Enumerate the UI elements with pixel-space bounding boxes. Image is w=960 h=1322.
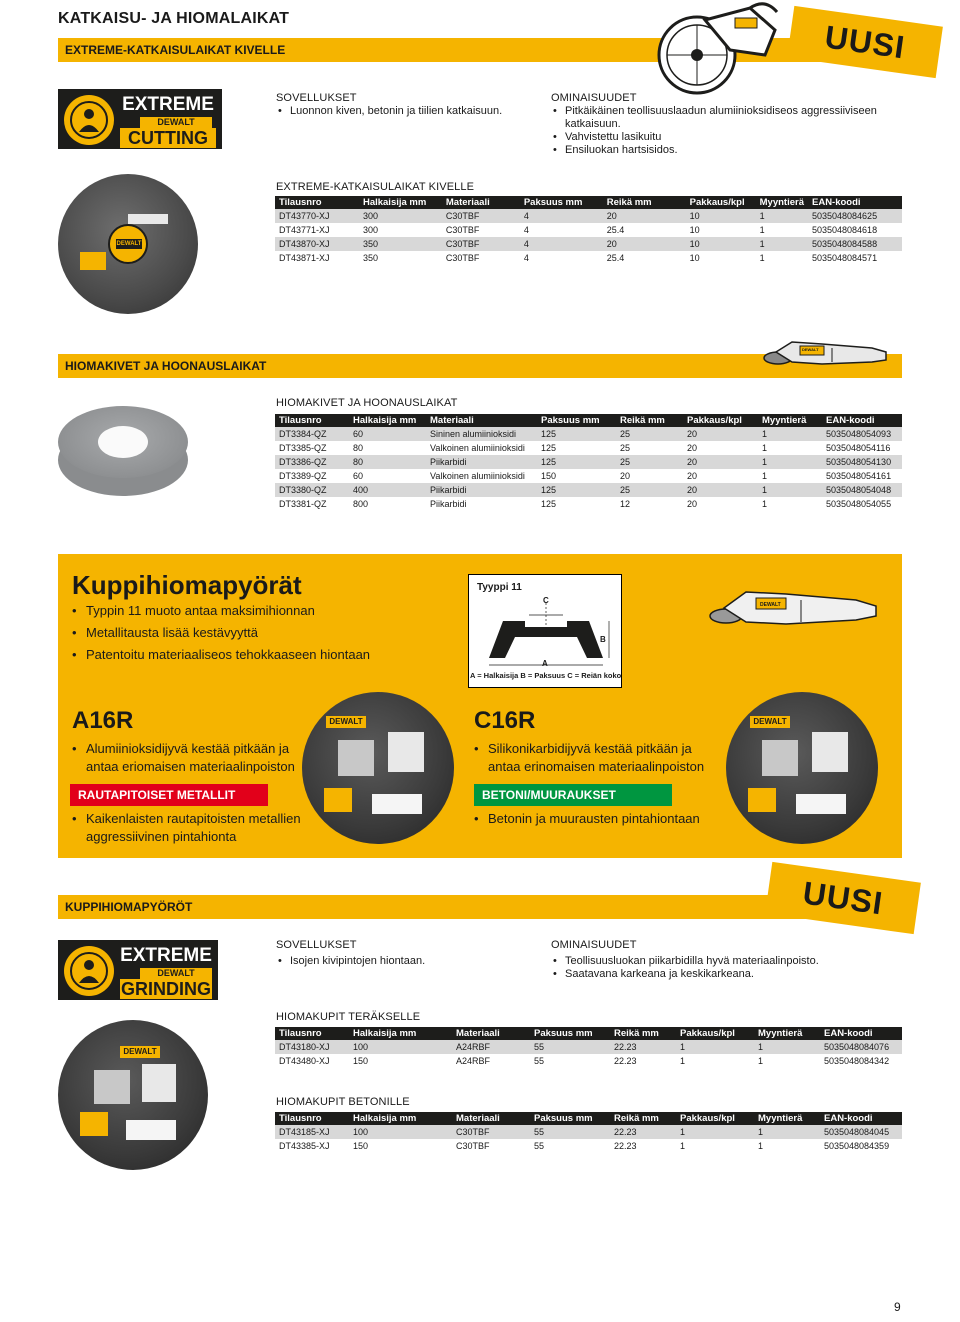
table-cell: 4 — [520, 223, 603, 237]
wheel-info-sticker — [324, 788, 352, 812]
table-cell: Piikarbidi — [426, 455, 537, 469]
table-cell: Valkoinen alumiinioksidi — [426, 469, 537, 483]
table-cell: 20 — [683, 483, 758, 497]
column-header: EAN-koodi — [808, 196, 902, 209]
c16r-wheel-image — [726, 692, 878, 844]
table-cell: DT43480-XJ — [275, 1054, 349, 1068]
table-cell: C30TBF — [442, 223, 520, 237]
table-cell: 125 — [537, 483, 616, 497]
table-cell: 1 — [754, 1125, 820, 1139]
wheel-spec-sticker — [812, 732, 848, 772]
table-cell: DT43771-XJ — [275, 223, 359, 237]
table-cell: 125 — [537, 441, 616, 455]
section-bar-label: EXTREME-KATKAISULAIKAT KIVELLE — [65, 43, 286, 57]
c16r-bullets — [474, 740, 724, 776]
table-cell: C30TBF — [452, 1139, 530, 1153]
table-cell: 5035048054130 — [822, 455, 902, 469]
steel-cups-table — [275, 1027, 902, 1068]
table-cell: 20 — [683, 455, 758, 469]
table-title: HIOMAKUPIT TERÄKSELLE — [276, 1011, 421, 1023]
table-cell: 350 — [359, 237, 442, 251]
table-cell: Sininen alumiinioksidi — [426, 427, 537, 441]
table-cell: 1 — [758, 441, 822, 455]
wheel-sticker-image — [94, 1070, 130, 1104]
table-cell: Valkoinen alumiinioksidi — [426, 441, 537, 455]
table-cell: 1 — [676, 1054, 754, 1068]
table-cell: 5035048084076 — [820, 1040, 902, 1054]
table-cell: 22.23 — [610, 1040, 676, 1054]
wheel-brand: DEWALT — [120, 1046, 160, 1058]
wheel-barcode-sticker — [796, 794, 846, 814]
table-cell: 25.4 — [603, 223, 686, 237]
table-cell: 80 — [349, 441, 426, 455]
column-header: Halkaisija mm — [349, 1112, 452, 1125]
table-cell: 125 — [537, 427, 616, 441]
table-cell: 5035048084571 — [808, 251, 902, 265]
cutting-discs-table — [275, 196, 902, 265]
table-cell: 150 — [349, 1054, 452, 1068]
table-header-row — [275, 196, 902, 209]
table-cell: 20 — [683, 469, 758, 483]
list-item: • Pitkäikäinen teollisuuslaadun alumiinioksidiseos aggressiiviseen katkaisuun. — [553, 105, 903, 131]
column-header: Pakkaus/kpl — [686, 196, 756, 209]
concrete-cups-table — [275, 1112, 902, 1153]
badge-word-top: EXTREME — [122, 94, 214, 115]
table-row — [275, 1040, 902, 1054]
table-cell: DT43385-XJ — [275, 1139, 349, 1153]
table-row — [275, 237, 902, 251]
table-cell: C30TBF — [442, 209, 520, 223]
table-row — [275, 469, 902, 483]
table-cell: 100 — [349, 1125, 452, 1139]
table-cell: DT43770-XJ — [275, 209, 359, 223]
column-header: Paksuus mm — [537, 414, 616, 427]
column-header: Paksuus mm — [520, 196, 603, 209]
table-row — [275, 455, 902, 469]
table-cell: 5035048084588 — [808, 237, 902, 251]
c16r-bullets-2 — [474, 810, 724, 828]
table-row — [275, 441, 902, 455]
wheel-brand: DEWALT — [326, 716, 366, 728]
table-cell: 20 — [683, 427, 758, 441]
list-item: • Silikonikarbidijyvä kestää pitkään ja antaa erinomaisen materiaalinpoiston — [474, 740, 724, 776]
list-item: • Teollisuusluokan piikarbidilla hyvä materiaalinpoisto. — [553, 955, 903, 968]
list-item: • Luonnon kiven, betonin ja tiilien katkaisuun. — [278, 105, 528, 118]
wheel-sticker-image — [338, 740, 374, 776]
table-cell: 20 — [683, 497, 758, 511]
table-cell: 125 — [537, 497, 616, 511]
disc-spec-sticker — [128, 214, 168, 224]
label-b: B — [600, 635, 606, 644]
table-cell: DT43185-XJ — [275, 1125, 349, 1139]
table-cell: 150 — [349, 1139, 452, 1153]
column-header: EAN-koodi — [820, 1112, 902, 1125]
badge-word-bottom: CUTTING — [120, 128, 216, 148]
table-cell: 1 — [676, 1125, 754, 1139]
column-header: Reikä mm — [610, 1112, 676, 1125]
wheel-brand: DEWALT — [750, 716, 790, 728]
list-item: • Typpin 11 muoto antaa maksimihionnan — [72, 600, 452, 622]
table-cell: 20 — [603, 209, 686, 223]
column-header: Materiaali — [452, 1112, 530, 1125]
table-cell: 1 — [758, 469, 822, 483]
feature-bullets — [72, 600, 452, 666]
list-item: • Ensiluokan hartsisidos. — [553, 144, 903, 157]
table-cell: 1 — [758, 455, 822, 469]
table-cell: 20 — [616, 469, 683, 483]
applications-heading: SOVELLUKSET — [276, 939, 357, 951]
table-cell: A24RBF — [452, 1054, 530, 1068]
table-cell: 5035048054048 — [822, 483, 902, 497]
product-title-a16r: A16R — [72, 707, 134, 734]
features-list — [553, 955, 903, 981]
table-cell: DT3380-QZ — [275, 483, 349, 497]
table-cell: 5035048084359 — [820, 1139, 902, 1153]
features-heading: OMINAISUUDET — [551, 939, 637, 951]
column-header: Myyntierä — [758, 414, 822, 427]
table-cell: 5035048084618 — [808, 223, 902, 237]
table-cell: 25.4 — [603, 251, 686, 265]
wheel-barcode-sticker — [126, 1120, 176, 1140]
a16r-bullets-2 — [72, 810, 308, 846]
table-cell: 10 — [686, 237, 756, 251]
column-header: Halkaisija mm — [349, 1027, 452, 1040]
list-item: • Saatavana karkeana ja keskikarkeana. — [553, 968, 903, 981]
column-header: EAN-koodi — [820, 1027, 902, 1040]
diagram-title: Tyyppi 11 — [477, 582, 522, 593]
table-row — [275, 483, 902, 497]
column-header: Paksuus mm — [530, 1112, 610, 1125]
table-cell: 80 — [349, 455, 426, 469]
a16r-wheel-image — [302, 692, 454, 844]
table-cell: 1 — [756, 209, 808, 223]
column-header: Reikä mm — [616, 414, 683, 427]
table-header-row — [275, 1027, 902, 1040]
table-cell: 22.23 — [610, 1054, 676, 1068]
wheel-barcode-sticker — [372, 794, 422, 814]
applications-list — [278, 955, 528, 968]
column-header: Pakkaus/kpl — [683, 414, 758, 427]
table-cell: 25 — [616, 427, 683, 441]
list-item: • Isojen kivipintojen hiontaan. — [278, 955, 528, 968]
applications-heading: SOVELLUKSET — [276, 92, 357, 104]
badge-word-bottom: GRINDING — [121, 979, 211, 999]
table-row — [275, 427, 902, 441]
grinder-brand: DEWALT — [802, 347, 819, 352]
table-cell: DT43871-XJ — [275, 251, 359, 265]
column-header: Reikä mm — [610, 1027, 676, 1040]
column-header: Materiaali — [442, 196, 520, 209]
table-cell: 1 — [754, 1139, 820, 1153]
table-cell: 20 — [683, 441, 758, 455]
table-cell: 55 — [530, 1054, 610, 1068]
new-badge: UUSI — [787, 6, 943, 78]
badge-brand: DEWALT — [140, 117, 212, 128]
wheel-sticker-image — [762, 740, 798, 776]
table-cell: Piikarbidi — [426, 483, 537, 497]
table-cell: 12 — [616, 497, 683, 511]
table-cell: 300 — [359, 223, 442, 237]
list-item: • Kaikenlaisten rautapitoisten metallien aggressiivinen pintahionta — [72, 810, 308, 846]
table-cell: DT3386-QZ — [275, 455, 349, 469]
applications-list — [278, 105, 528, 118]
table-cell: 25 — [616, 441, 683, 455]
table-cell: DT3389-QZ — [275, 469, 349, 483]
table-cell: 1 — [758, 427, 822, 441]
table-header-row — [275, 1112, 902, 1125]
table-cell: 4 — [520, 237, 603, 251]
section-bar-label: HIOMAKIVET JA HOONAUSLAIKAT — [65, 359, 267, 373]
table-row — [275, 209, 902, 223]
table-cell: 60 — [349, 469, 426, 483]
table-cell: 5035048054055 — [822, 497, 902, 511]
table-cell: 55 — [530, 1040, 610, 1054]
new-badge: UUSI — [765, 862, 921, 934]
table-title: EXTREME-KATKAISULAIKAT KIVELLE — [276, 181, 475, 193]
table-cell: 1 — [758, 497, 822, 511]
table-cell: 25 — [616, 455, 683, 469]
list-item: • Betonin ja muurausten pintahiontaan — [474, 810, 724, 828]
table-cell: 1 — [756, 251, 808, 265]
cup-wheels-feature-box — [58, 554, 902, 858]
column-header: Pakkaus/kpl — [676, 1027, 754, 1040]
table-cell: 1 — [756, 223, 808, 237]
worker-logo-icon — [64, 95, 114, 145]
angle-grinder-illustration — [706, 578, 886, 634]
feature-title: Kuppihiomapyörät — [72, 570, 302, 600]
wheel-info-sticker — [748, 788, 776, 812]
tag-ferrous-metals: RAUTAPITOISET METALLIT — [70, 784, 268, 806]
a16r-bullets — [72, 740, 308, 776]
table-cell: 1 — [754, 1054, 820, 1068]
grinding-stone-image — [58, 406, 188, 511]
wheel-info-sticker — [80, 1112, 108, 1136]
table-cell: 1 — [676, 1139, 754, 1153]
features-heading: OMINAISUUDET — [551, 92, 637, 104]
table-cell: DT43870-XJ — [275, 237, 359, 251]
column-header: Tilausnro — [275, 196, 359, 209]
angle-grinder-illustration — [762, 334, 892, 374]
column-header: Pakkaus/kpl — [676, 1112, 754, 1125]
page-title: KATKAISU- JA HIOMALAIKAT — [58, 10, 290, 27]
table-cell: 4 — [520, 209, 603, 223]
column-header: Myyntierä — [754, 1027, 820, 1040]
table-cell: 60 — [349, 427, 426, 441]
table-cell: 350 — [359, 251, 442, 265]
list-item: • Patentoitu materiaaliseos tehokkaaseen hiontaan — [72, 644, 452, 666]
table-row — [275, 223, 902, 237]
table-cell: 4 — [520, 251, 603, 265]
table-cell: C30TBF — [442, 251, 520, 265]
table-row — [275, 251, 902, 265]
table-cell: 20 — [603, 237, 686, 251]
worker-logo-icon — [64, 946, 114, 996]
table-title: HIOMAKIVET JA HOONAUSLAIKAT — [276, 397, 458, 409]
table-row — [275, 497, 902, 511]
table-cell: 5035048054161 — [822, 469, 902, 483]
table-cell: 55 — [530, 1125, 610, 1139]
disc-brand: DEWALT — [116, 241, 142, 247]
table-cell: C30TBF — [452, 1125, 530, 1139]
table-cell: Piikarbidi — [426, 497, 537, 511]
table-title: HIOMAKUPIT BETONILLE — [276, 1096, 410, 1108]
column-header: Paksuus mm — [530, 1027, 610, 1040]
badge-brand: DEWALT — [140, 968, 212, 979]
column-header: Halkaisija mm — [359, 196, 442, 209]
table-cell: 55 — [530, 1139, 610, 1153]
table-cell: 10 — [686, 209, 756, 223]
grinder-brand: DEWALT — [760, 602, 781, 608]
table-cell: A24RBF — [452, 1040, 530, 1054]
cut-off-saw-illustration — [655, 0, 785, 100]
column-header: Tilausnro — [275, 1112, 349, 1125]
table-cell: 125 — [537, 455, 616, 469]
table-cell: 1 — [758, 483, 822, 497]
column-header: Materiaali — [452, 1027, 530, 1040]
label-c: C — [543, 596, 549, 605]
table-cell: 5035048084342 — [820, 1054, 902, 1068]
column-header: Myyntierä — [754, 1112, 820, 1125]
wheel-spec-sticker — [142, 1064, 176, 1102]
extreme-cutting-badge — [58, 89, 222, 149]
table-cell: 22.23 — [610, 1125, 676, 1139]
grinding-stones-table — [275, 414, 902, 511]
table-header-row — [275, 414, 902, 427]
table-cell: C30TBF — [442, 237, 520, 251]
table-cell: DT3384-QZ — [275, 427, 349, 441]
table-cell: DT3385-QZ — [275, 441, 349, 455]
list-item: • Alumiinioksidijyvä kestää pitkään ja antaa eriomaisen materiaalinpoiston — [72, 740, 308, 776]
cup-wheel-image — [58, 1020, 208, 1170]
badge-word-top: EXTREME — [120, 945, 212, 966]
column-header: Reikä mm — [603, 196, 686, 209]
table-cell: 10 — [686, 223, 756, 237]
table-row — [275, 1054, 902, 1068]
table-cell: 300 — [359, 209, 442, 223]
table-cell: 800 — [349, 497, 426, 511]
column-header: Materiaali — [426, 414, 537, 427]
stone-top — [58, 406, 188, 478]
column-header: Tilausnro — [275, 414, 349, 427]
disc-center-label — [108, 224, 148, 264]
list-item: • Vahvistettu lasikuitu — [553, 131, 903, 144]
table-cell: 5035048054093 — [822, 427, 902, 441]
table-row — [275, 1139, 902, 1153]
table-cell: 25 — [616, 483, 683, 497]
extreme-grinding-badge — [58, 940, 218, 1000]
column-header: Myyntierä — [756, 196, 808, 209]
table-cell: 150 — [537, 469, 616, 483]
page-number: 9 — [894, 1300, 901, 1314]
table-cell: 1 — [676, 1040, 754, 1054]
table-cell: 10 — [686, 251, 756, 265]
features-list — [553, 105, 903, 157]
section-bar-label: KUPPIHIOMAPYÖRÖT — [65, 900, 193, 914]
list-item: • Metallitausta lisää kestävyyttä — [72, 622, 452, 644]
table-row — [275, 1125, 902, 1139]
product-title-c16r: C16R — [474, 707, 536, 734]
table-cell: DT43180-XJ — [275, 1040, 349, 1054]
table-cell: 1 — [754, 1040, 820, 1054]
table-cell: 1 — [756, 237, 808, 251]
table-cell: 5035048084045 — [820, 1125, 902, 1139]
column-header: EAN-koodi — [822, 414, 902, 427]
table-cell: 22.23 — [610, 1139, 676, 1153]
table-cell: 400 — [349, 483, 426, 497]
label-a: A — [542, 659, 548, 668]
tag-concrete-masonry: BETONI/MUURAUKSET — [474, 784, 672, 806]
table-cell: 100 — [349, 1040, 452, 1054]
diagram-legend: A = Halkaisija B = Paksuus C = Reiän koko — [470, 671, 622, 680]
stone-center-label — [98, 426, 148, 458]
column-header: Tilausnro — [275, 1027, 349, 1040]
wheel-spec-sticker — [388, 732, 424, 772]
column-header: Halkaisija mm — [349, 414, 426, 427]
table-cell: 5035048054116 — [822, 441, 902, 455]
disc-info-sticker — [80, 252, 106, 270]
cutting-disc-image — [58, 174, 198, 314]
table-cell: DT3381-QZ — [275, 497, 349, 511]
table-cell: 5035048084625 — [808, 209, 902, 223]
